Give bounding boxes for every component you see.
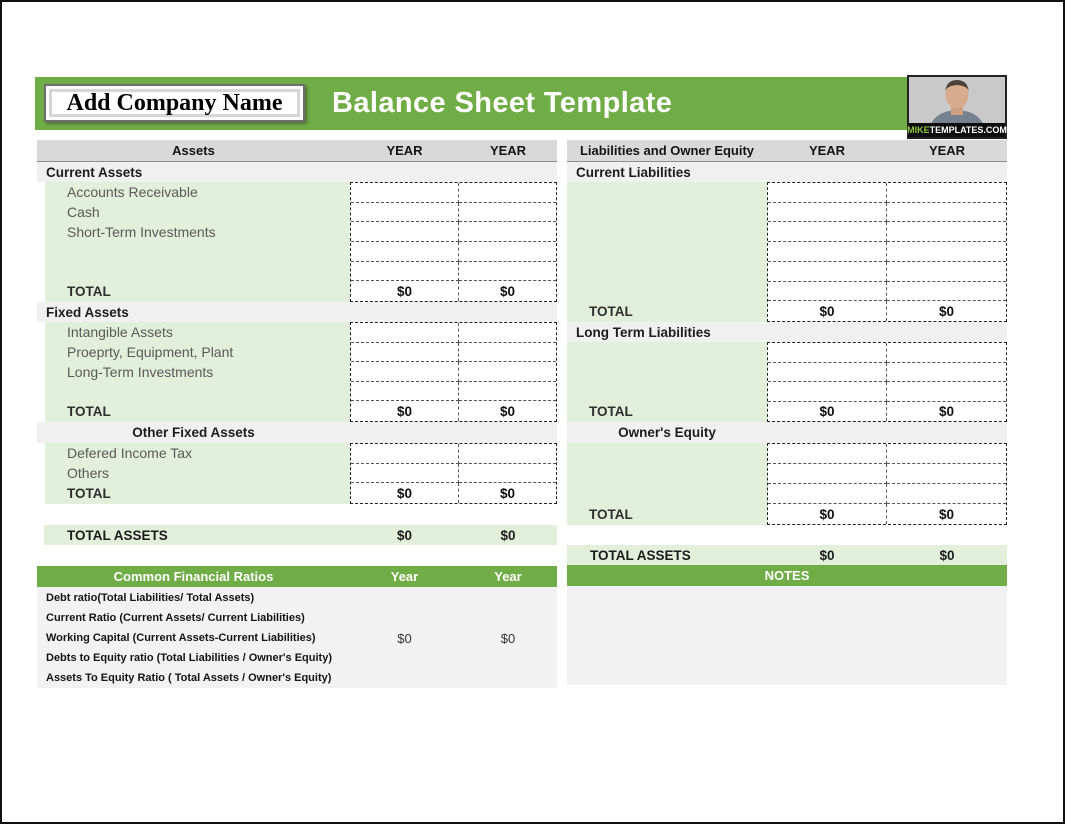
owners-equity-cells <box>767 443 1007 525</box>
input-cell[interactable] <box>887 203 1006 223</box>
assets-header-row <box>37 140 557 162</box>
input-cell[interactable] <box>459 343 556 363</box>
ratios-title: Common Financial Ratios <box>113 569 274 584</box>
input-cell[interactable] <box>351 362 459 382</box>
input-cell[interactable] <box>459 464 556 484</box>
liabilities-total-assets-row <box>567 545 1007 565</box>
input-cell[interactable] <box>351 323 459 343</box>
input-cell[interactable] <box>768 282 887 302</box>
other-fixed-assets-cells <box>350 443 557 504</box>
current-liabilities-title: Current Liabilities <box>576 164 691 180</box>
assets-table <box>37 140 557 688</box>
long-term-liabilities-title: Long Term Liabilities <box>576 324 711 340</box>
liabilities-header: Liabilities and Owner Equity <box>579 143 755 158</box>
owners-equity-labels <box>567 443 767 525</box>
spacer <box>567 525 1007 545</box>
long-term-liabilities-labels <box>567 342 767 422</box>
liabilities-header-row <box>567 140 1007 162</box>
total-assets-value: $0 <box>939 547 955 563</box>
owners-equity-band <box>567 422 1007 443</box>
liabilities-year1-header: YEAR <box>808 143 846 158</box>
total-label: TOTAL <box>67 486 111 501</box>
assets-year1-header: YEAR <box>386 143 423 158</box>
row-label: Intangible Assets <box>67 324 173 340</box>
ratio-label: Current Ratio (Current Assets/ Current Liabilities) <box>46 612 305 624</box>
row-label: Cash <box>67 204 100 220</box>
total-label: TOTAL <box>589 507 633 522</box>
total-assets-value: $0 <box>819 547 835 563</box>
current-assets-band <box>37 162 557 182</box>
fixed-assets-band <box>37 302 557 322</box>
input-cell[interactable] <box>351 382 459 402</box>
input-cell[interactable] <box>351 203 459 223</box>
ratios-header-row <box>37 566 557 587</box>
ratio-label: Debt ratio(Total Liabilities/ Total Assets) <box>46 592 255 604</box>
input-cell[interactable] <box>459 262 556 282</box>
brand-logo <box>907 75 1007 139</box>
input-cell[interactable] <box>459 323 556 343</box>
fixed-assets-labels <box>45 322 350 422</box>
input-cell[interactable] <box>887 183 1006 203</box>
input-cell[interactable] <box>459 203 556 223</box>
input-cell[interactable] <box>887 262 1006 282</box>
liabilities-table <box>567 140 1007 685</box>
input-cell[interactable] <box>768 444 887 464</box>
input-cell[interactable] <box>351 183 459 203</box>
input-cell[interactable] <box>887 363 1006 383</box>
page-title: Balance Sheet Template <box>332 87 673 119</box>
current-liabilities-block <box>567 182 1007 322</box>
input-cell[interactable] <box>887 282 1006 302</box>
portrait-photo <box>909 77 1005 123</box>
long-term-liabilities-block <box>567 342 1007 422</box>
input-cell[interactable] <box>459 222 556 242</box>
assets-header: Assets <box>172 143 215 158</box>
input-cell[interactable] <box>351 444 459 464</box>
input-cell[interactable] <box>351 222 459 242</box>
ratios-year2-header: Year <box>494 569 522 584</box>
fixed-assets-block <box>37 322 557 422</box>
total-value-cell: $0 <box>938 303 955 319</box>
ratio-row <box>37 608 557 628</box>
total-value-cell: $0 <box>768 504 887 524</box>
logo-text-mike: MIKE <box>907 125 930 135</box>
row-label: Long-Term Investments <box>67 364 214 380</box>
input-cell[interactable] <box>459 242 556 262</box>
total-value-cell: $0 <box>351 483 459 503</box>
current-assets-labels <box>45 182 350 302</box>
ratio-label: Working Capital (Current Assets-Current Liabilities) <box>46 632 316 644</box>
input-cell[interactable] <box>887 484 1006 504</box>
input-cell[interactable] <box>768 464 887 484</box>
input-cell[interactable] <box>768 262 887 282</box>
input-cell[interactable] <box>887 222 1006 242</box>
fixed-assets-cells <box>350 322 557 422</box>
row-label <box>45 382 350 402</box>
input-cell[interactable] <box>459 444 556 464</box>
ratio-value: $0 <box>397 630 412 646</box>
total-label: TOTAL <box>67 284 111 299</box>
fixed-assets-title: Fixed Assets <box>46 304 129 320</box>
ratio-label: Debts to Equity ratio (Total Liabilities / Owner's Equity) <box>46 652 332 664</box>
current-assets-title: Current Assets <box>46 164 143 180</box>
liabilities-year2-header: YEAR <box>928 143 966 158</box>
notes-title: NOTES <box>764 568 810 583</box>
input-cell[interactable] <box>768 363 887 383</box>
input-cell[interactable] <box>459 382 556 402</box>
total-value-cell: $0 <box>351 281 459 301</box>
assets-year2-header: YEAR <box>489 143 527 158</box>
input-cell[interactable] <box>768 203 887 223</box>
total-value-cell: $0 <box>938 506 955 522</box>
total-value-cell: $0 <box>938 403 955 419</box>
total-label: TOTAL <box>67 404 111 419</box>
total-value-cell: $0 <box>351 401 459 421</box>
current-assets-block <box>37 182 557 302</box>
ratios-year1-header: Year <box>390 569 419 584</box>
input-cell[interactable] <box>768 382 887 402</box>
total-assets-label: TOTAL ASSETS <box>67 527 168 543</box>
row-label: Short-Term Investments <box>67 224 216 240</box>
spacer <box>37 545 557 566</box>
logo-text-templates: TEMPLATES.COM <box>929 125 1007 135</box>
person-icon <box>909 77 1005 123</box>
other-fixed-assets-band <box>37 422 557 443</box>
owners-equity-block <box>567 443 1007 525</box>
input-cell[interactable] <box>887 343 1006 363</box>
ratio-row <box>37 668 557 688</box>
total-value-cell: $0 <box>499 283 516 299</box>
input-cell[interactable] <box>459 362 556 382</box>
long-term-liabilities-band <box>567 322 1007 342</box>
input-cell[interactable] <box>351 464 459 484</box>
total-assets-value: $0 <box>396 527 413 543</box>
current-liabilities-cells <box>767 182 1007 322</box>
total-value-cell: $0 <box>499 485 516 501</box>
total-assets-label: TOTAL ASSETS <box>590 547 691 563</box>
input-cell[interactable] <box>351 262 459 282</box>
row-label <box>45 242 350 262</box>
row-label <box>45 262 350 282</box>
other-fixed-assets-title: Other Fixed Assets <box>132 425 255 440</box>
other-fixed-assets-labels <box>45 443 350 504</box>
total-value-cell: $0 <box>499 403 516 419</box>
total-assets-row <box>44 525 557 545</box>
input-cell[interactable] <box>887 444 1006 464</box>
current-liabilities-labels <box>567 182 767 322</box>
notes-area[interactable] <box>567 586 1007 685</box>
ratio-row <box>37 628 557 648</box>
ratio-row <box>37 588 557 608</box>
ratios-body <box>37 587 557 688</box>
row-label: Others <box>67 465 110 481</box>
current-liabilities-band <box>567 162 1007 182</box>
owners-equity-title: Owner's Equity <box>618 425 716 440</box>
total-label: TOTAL <box>589 404 633 419</box>
input-cell[interactable] <box>351 343 459 363</box>
ratio-value: $0 <box>500 630 516 646</box>
total-assets-value: $0 <box>500 527 516 543</box>
total-value-cell: $0 <box>768 402 887 422</box>
input-cell[interactable] <box>887 464 1006 484</box>
input-cell[interactable] <box>459 183 556 203</box>
total-label: TOTAL <box>589 304 633 319</box>
row-label: Proeprty, Equipment, Plant <box>67 344 234 360</box>
input-cell[interactable] <box>768 242 887 262</box>
notes-header <box>567 565 1007 586</box>
ratio-label: Assets To Equity Ratio ( Total Assets / Owner's Equity) <box>46 672 332 684</box>
logo-text <box>909 123 1005 137</box>
input-cell[interactable] <box>887 242 1006 262</box>
ratio-row <box>37 648 557 668</box>
row-label: Defered Income Tax <box>67 445 193 461</box>
input-cell[interactable] <box>887 382 1006 402</box>
row-label: Accounts Receivable <box>67 184 198 200</box>
input-cell[interactable] <box>768 222 887 242</box>
input-cell[interactable] <box>768 343 887 363</box>
company-name-box[interactable]: Add Company Name <box>44 84 305 122</box>
input-cell[interactable] <box>768 183 887 203</box>
other-fixed-assets-block <box>37 443 557 504</box>
total-value-cell: $0 <box>768 301 887 321</box>
input-cell[interactable] <box>351 242 459 262</box>
input-cell[interactable] <box>768 484 887 504</box>
current-assets-cells <box>350 182 557 302</box>
long-term-liabilities-cells <box>767 342 1007 422</box>
spacer <box>37 504 557 525</box>
